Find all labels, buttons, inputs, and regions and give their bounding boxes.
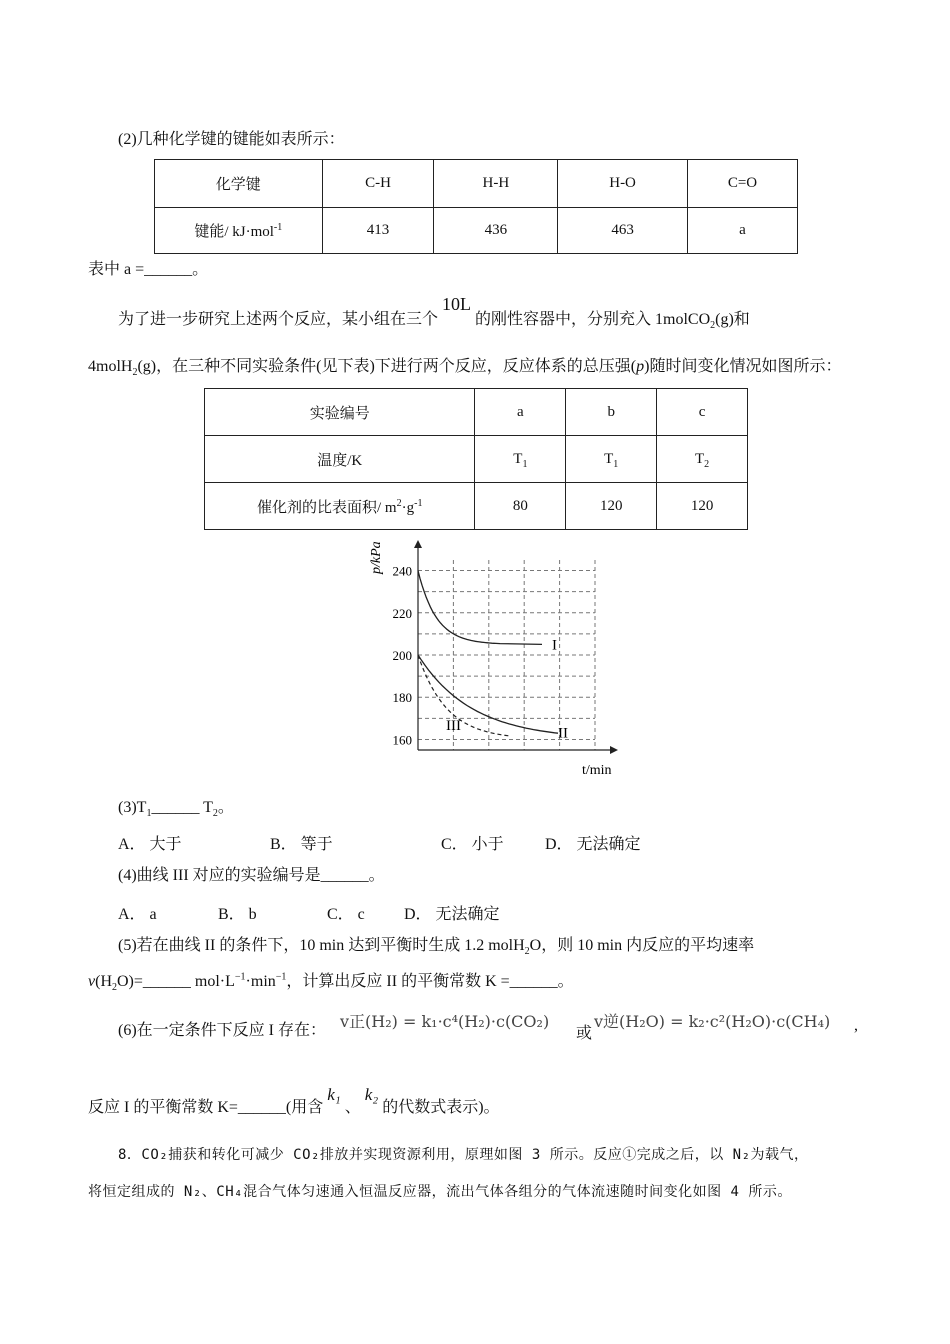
bond-header-label: 化学键 (155, 160, 323, 208)
bond-header: C=O (687, 160, 797, 208)
q6-formula-2: v逆(H₂O) = k₂·c²(H₂O)·c(CH₄) (594, 1012, 831, 1031)
q6-formula-1: v正(H₂) = k₁·c⁴(H₂)·c(CO₂) (340, 1012, 550, 1031)
y-tick-label: 240 (392, 563, 412, 579)
experiment-table (204, 388, 748, 530)
q8-line-2: 将恒定组成的 N₂、CH₄混合气体匀速通入恒温反应器，流出气体各组分的气体流速随时间变化如图 4 所示。 (88, 1184, 792, 1200)
q6-or: 或 (576, 1025, 593, 1042)
q8-line-1: 8．CO₂捕获和转化可减少 CO₂排放并实现资源利用，原理如图 3 所示。反应①完成之后，以 N₂为载气， (118, 1147, 809, 1163)
q5-line-1: (5)若在曲线 II 的条件下，10 min 达到平衡时生成 1.2 molH$_2$O，则 10 min 内反应的平均速率 (118, 937, 755, 958)
q3-choice-a: A． 大于 (118, 836, 182, 853)
chart-axes (414, 540, 618, 754)
q6-intro: (6)在一定条件下反应 I 存在： (118, 1022, 326, 1039)
series-label: I (552, 637, 557, 654)
series-label: III (446, 717, 461, 734)
exp-header: c (657, 389, 748, 436)
curve-I (418, 571, 542, 645)
q4-choice-a: A． a (118, 906, 157, 923)
volume-label: 10L (442, 294, 472, 314)
pressure-time-chart (350, 532, 630, 782)
chart-ticks (393, 564, 413, 748)
exp-header: b (566, 389, 657, 436)
q6-tail: , (854, 1017, 858, 1034)
q2-answer-line: 表中 a =______。 (88, 261, 209, 278)
bond-value: 463 (558, 208, 688, 254)
x-axis-arrow (610, 746, 618, 754)
temp-value: $T_1$ (566, 436, 657, 483)
catalyst-label: 催化剂的比表面积/ $m^2\cdot g^{-1}$ (205, 483, 475, 530)
bond-row-label: 键能/ kJ·mol$^{-1}$ (155, 208, 323, 254)
y-tick-label: 220 (392, 605, 412, 621)
catalyst-value: 120 (657, 483, 748, 530)
q2-intro: (2)几种化学键的键能如表所示： (118, 131, 345, 148)
bond-value: 413 (322, 208, 434, 254)
bond-header: C-H (322, 160, 434, 208)
chart-series (418, 571, 568, 742)
q6-line-2: 反应 I 的平衡常数 K=______(用含 k₁ 、 k₂ 的代数式表示)。 (88, 1085, 500, 1116)
exp-header-label: 实验编号 (205, 389, 475, 436)
y-tick-label: 160 (392, 732, 412, 748)
temp-value: $T_2$ (657, 436, 748, 483)
y-axis-label: p/kPa (369, 541, 384, 574)
q5-line-2: $v(H_2O)=\_\_\_\_\_\_$ $mol\cdot L^{-1}\cdot\min^{-1}$，计算出反应 II 的平衡常数 K =______。 (88, 971, 574, 994)
temp-value: $T_1$ (475, 436, 566, 483)
x-axis-label: t/min (582, 763, 612, 778)
bond-header: H-O (558, 160, 688, 208)
series-label: II (558, 725, 568, 742)
q3-text: $(3)T_1\_\_\_\_\_\_$ $T_2$。 (118, 799, 234, 820)
catalyst-value: 80 (475, 483, 566, 530)
setup-line-2: 4molH$_2$(g)，在三种不同实验条件(见下表)下进行两个反应，反应体系的总压强(p)随时间变化情况如图所示： (88, 358, 842, 379)
curve-II (418, 655, 558, 733)
q4-choice-b: B． b (218, 906, 257, 923)
q3-choice-d: D． 无法确定 (545, 836, 641, 853)
chart-grid (418, 560, 595, 750)
bond-header: H-H (434, 160, 558, 208)
y-tick-label: 180 (392, 690, 412, 706)
y-axis-arrow (414, 540, 422, 548)
catalyst-value: 120 (566, 483, 657, 530)
curve-III (418, 655, 510, 736)
setup-line-1: 为了进一步研究上述两个反应，某小组在三个 10L 的刚性容器中，分别充入 1molCO$_2$(g)和 (118, 294, 750, 332)
q4-text: (4)曲线 III 对应的实验编号是______。 (118, 867, 385, 884)
q3-choice-c: C． 小于 (441, 836, 504, 853)
temp-label: 温度/K (205, 436, 475, 483)
q3-choice-b: B． 等于 (270, 836, 333, 853)
bond-value: 436 (434, 208, 558, 254)
bond-energy-table (154, 159, 798, 254)
exp-header: a (475, 389, 566, 436)
bond-value: a (687, 208, 797, 254)
q4-choice-c: C． c (327, 906, 365, 923)
q4-choice-d: D． 无法确定 (404, 906, 500, 923)
y-tick-label: 200 (392, 648, 412, 663)
